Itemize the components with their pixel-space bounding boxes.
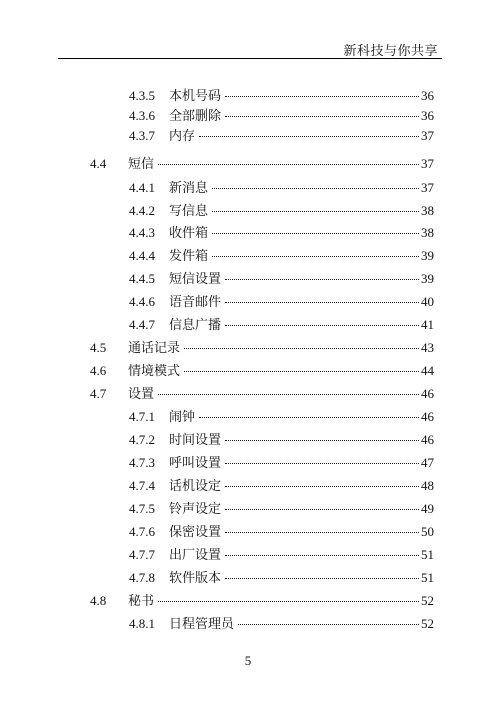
toc-entry-number: 4.5 [90, 340, 107, 355]
toc-entry-number: 4.4.3 [129, 225, 155, 240]
toc-entry[interactable] [90, 383, 434, 401]
dot-leader [225, 325, 419, 326]
toc-entry-number: 4.8.1 [129, 616, 155, 631]
toc-entry[interactable] [129, 452, 434, 470]
toc-entry-page: 46 [421, 386, 434, 401]
toc-entry-number: 4.7.4 [129, 478, 155, 493]
toc-entry-title: 保密设置 [169, 525, 222, 540]
toc-entry-title: 出厂设置 [169, 548, 222, 563]
toc-entry-title: 短信 [128, 157, 155, 172]
dot-leader [225, 302, 419, 303]
toc-entry[interactable] [90, 337, 434, 355]
toc-entry[interactable] [129, 177, 434, 195]
toc-entry-page: 49 [421, 501, 434, 516]
toc-entry-page: 37 [421, 128, 434, 143]
toc-entry-title: 闹钟 [169, 410, 196, 425]
running-header-title: 新科技与你共享 [343, 44, 438, 59]
toc-entry-page: 39 [421, 271, 434, 286]
toc-entry[interactable] [129, 314, 434, 332]
toc-entry[interactable] [129, 498, 434, 516]
toc-entry-title: 全部删除 [169, 109, 222, 124]
toc-entry[interactable] [129, 544, 434, 562]
toc-entry-title: 情境模式 [128, 364, 181, 379]
toc-entry-page: 38 [421, 203, 434, 218]
toc-entry-title: 写信息 [169, 204, 209, 219]
toc-entry[interactable] [129, 85, 434, 103]
toc-entry-page: 36 [421, 88, 434, 103]
dot-leader [212, 188, 419, 189]
toc-entry-page: 43 [421, 340, 434, 355]
toc-entry[interactable] [129, 245, 434, 263]
toc-entry-page: 48 [421, 478, 434, 493]
toc-entry-page: 51 [421, 570, 434, 585]
dot-leader [199, 136, 419, 137]
dot-leader [238, 624, 419, 625]
toc-entry-page: 51 [421, 547, 434, 562]
toc-entry[interactable] [129, 475, 434, 493]
toc-entry-title: 通话记录 [128, 341, 181, 356]
dot-leader [225, 578, 419, 579]
toc-entry-page: 38 [421, 225, 434, 240]
toc-entry[interactable] [90, 153, 434, 171]
toc-entry-number: 4.7.8 [129, 570, 155, 585]
toc-entry-title: 发件箱 [169, 249, 209, 264]
toc-entry-page: 52 [421, 616, 434, 631]
toc-entry[interactable] [129, 521, 434, 539]
toc-entry[interactable] [129, 291, 434, 309]
dot-leader [184, 348, 419, 349]
toc-entry-title: 收件箱 [169, 226, 209, 241]
toc-entry-number: 4.7.5 [129, 501, 155, 516]
toc-entry[interactable] [90, 590, 434, 608]
toc-entry-number: 4.4.4 [129, 248, 155, 263]
dot-leader [225, 486, 419, 487]
toc-entry-number: 4.7.6 [129, 524, 155, 539]
page-number: 5 [244, 653, 252, 668]
dot-leader [225, 463, 419, 464]
toc-entry[interactable] [129, 268, 434, 286]
toc-entry-number: 4.4.7 [129, 317, 155, 332]
toc-entry-title: 呼叫设置 [169, 456, 222, 471]
toc-entry-number: 4.4.1 [129, 180, 155, 195]
toc-entry-page: 52 [421, 593, 434, 608]
dot-leader [225, 555, 419, 556]
toc-entry[interactable] [129, 406, 434, 424]
toc-entry-title: 设置 [128, 387, 155, 402]
dot-leader [212, 233, 419, 234]
dot-leader [212, 211, 419, 212]
toc-entry-title: 语音邮件 [169, 295, 222, 310]
toc-entry[interactable] [129, 429, 434, 447]
toc-entry-title: 新消息 [169, 181, 209, 196]
toc-entry-number: 4.4.2 [129, 203, 155, 218]
dot-leader [184, 371, 419, 372]
toc-entry-title: 话机设定 [169, 479, 222, 494]
toc-entry-number: 4.3.5 [129, 88, 155, 103]
toc-entry-number: 4.4 [90, 156, 107, 171]
dot-leader [158, 164, 419, 165]
dot-leader [225, 96, 419, 97]
toc-entry-number: 4.7.1 [129, 409, 155, 424]
toc-entry-page: 37 [421, 180, 434, 195]
toc-entry-page: 37 [421, 156, 434, 171]
dot-leader [225, 440, 419, 441]
toc-entry-number: 4.7 [90, 386, 107, 401]
toc-entry-number: 4.8 [90, 593, 107, 608]
toc-entry-page: 50 [421, 524, 434, 539]
toc-entry-title: 短信设置 [169, 272, 222, 287]
toc-entry-page: 39 [421, 248, 434, 263]
dot-leader [212, 256, 419, 257]
toc-entry-title: 时间设置 [169, 433, 222, 448]
toc-entry-page: 41 [421, 317, 434, 332]
toc-entry-page: 46 [421, 409, 434, 424]
toc-entry-number: 4.7.3 [129, 455, 155, 470]
toc-entry-page: 40 [421, 294, 434, 309]
toc-entry[interactable] [90, 360, 434, 378]
dot-leader [225, 532, 419, 533]
toc-entry-title: 软件版本 [169, 571, 222, 586]
toc-entry-page: 44 [421, 363, 434, 378]
toc-entry-number: 4.4.5 [129, 271, 155, 286]
toc-entry-title: 秘书 [128, 594, 155, 609]
toc-entry[interactable] [129, 200, 434, 218]
dot-leader [225, 116, 419, 117]
toc-entry-number: 4.6 [90, 363, 107, 378]
toc-entry-title: 铃声设定 [169, 502, 222, 517]
toc-entry-number: 4.7.7 [129, 547, 155, 562]
toc-entry-number: 4.7.2 [129, 432, 155, 447]
dot-leader [158, 394, 419, 395]
dot-leader [199, 417, 419, 418]
toc-entry[interactable] [129, 105, 434, 123]
toc-entry-number: 4.3.7 [129, 128, 155, 143]
toc-entry[interactable] [129, 125, 434, 143]
toc-entry-page: 47 [421, 455, 434, 470]
toc-entry-page: 36 [421, 108, 434, 123]
toc-entry-number: 4.4.6 [129, 294, 155, 309]
toc-entry-page: 46 [421, 432, 434, 447]
dot-leader [158, 601, 419, 602]
toc-entry-title: 本机号码 [169, 89, 222, 104]
dot-leader [225, 279, 419, 280]
toc-entry[interactable] [129, 567, 434, 585]
toc-entry-number: 4.3.6 [129, 108, 155, 123]
toc-entry-title: 日程管理员 [169, 617, 235, 632]
dot-leader [225, 509, 419, 510]
toc-entry-title: 内存 [169, 129, 196, 144]
toc-entry-title: 信息广播 [169, 318, 222, 333]
header-rule [58, 58, 442, 59]
toc-entry[interactable] [129, 222, 434, 240]
toc-entry[interactable] [129, 613, 434, 631]
